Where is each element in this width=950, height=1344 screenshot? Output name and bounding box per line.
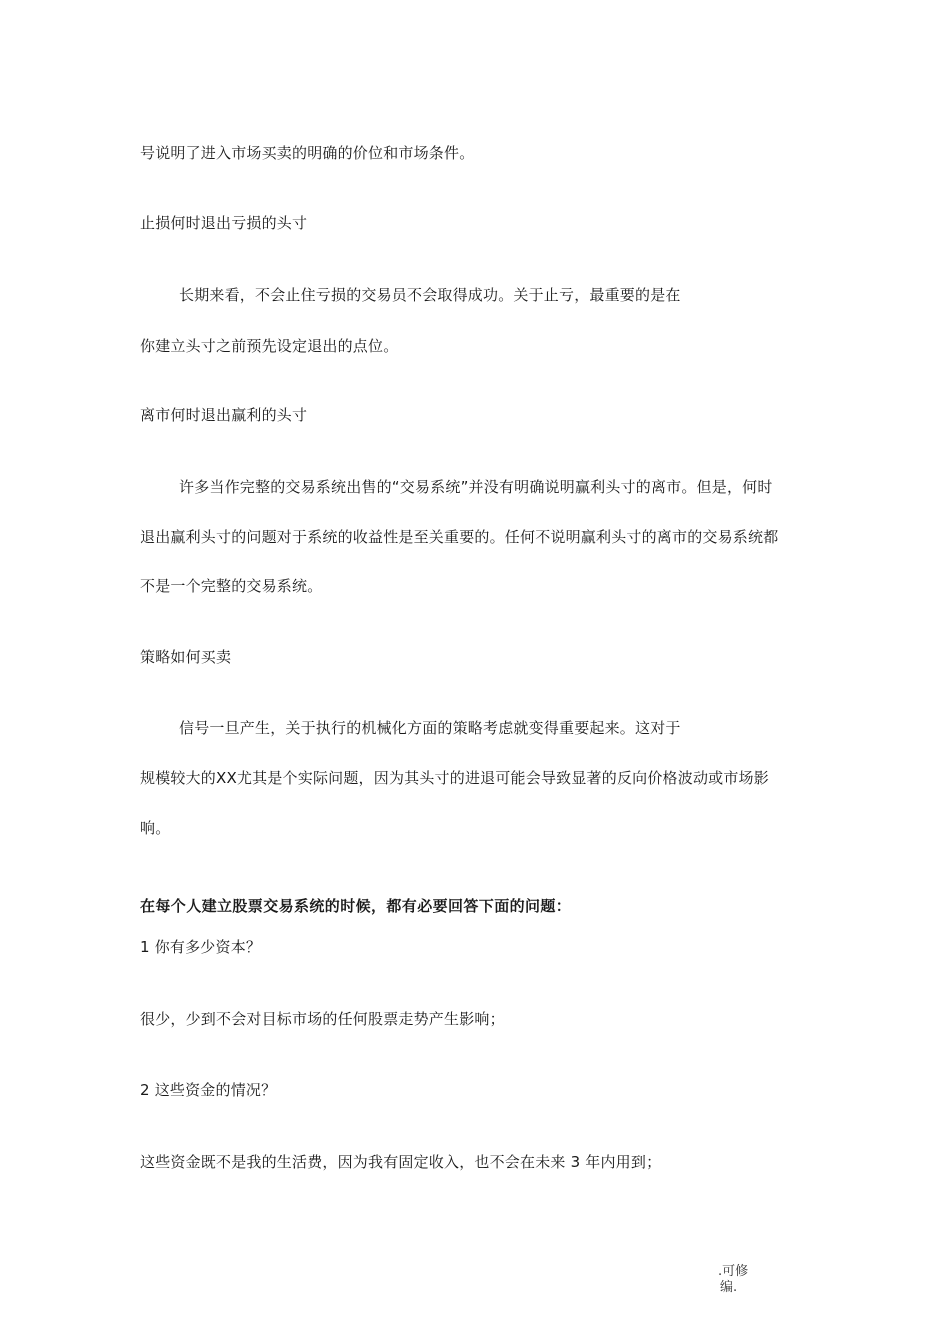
section-heading-stop-loss: 止损何时退出亏损的头寸 [140, 214, 308, 232]
footer-line-1: .可修 [718, 1264, 749, 1279]
question-1: 1 你有多少资本？ [140, 938, 262, 956]
answer-2: 这些资金既不是我的生活费，因为我有固定收入，也不会在未来 3 年内用到； [140, 1153, 662, 1171]
paragraph-line: 许多当作完整的交易系统出售的“交易系统”并没有明确说明赢利头寸的离市。但是，何时 [179, 478, 773, 496]
page-footer [718, 1264, 748, 1296]
paragraph-line: 规模较大的XX尤其是个实际问题，因为其头寸的进退可能会导致显著的反向价格波动或市场影 [140, 769, 769, 787]
answer-1: 很少，少到不会对目标市场的任何股票走势产生影响； [140, 1010, 505, 1028]
footer-line-2: 编. [720, 1280, 738, 1295]
paragraph-line: 退出赢利头寸的问题对于系统的收益性是至关重要的。任何不说明赢利头寸的离市的交易系统都 [140, 528, 779, 546]
section-heading-tactics: 策略如何买卖 [140, 648, 232, 666]
paragraph-line: 响。 [140, 819, 171, 837]
questions-intro: 在每个人建立股票交易系统的时候，都有必要回答下面的问题： [140, 897, 572, 915]
paragraph-line: 号说明了进入市场买卖的明确的价位和市场条件。 [140, 144, 475, 162]
question-2: 2 这些资金的情况？ [140, 1081, 277, 1099]
paragraph-line: 不是一个完整的交易系统。 [140, 577, 323, 595]
paragraph-line: 长期来看，不会止住亏损的交易员不会取得成功。关于止亏，最重要的是在 [179, 286, 681, 304]
section-heading-exit: 离市何时退出赢利的头寸 [140, 406, 308, 424]
paragraph-line: 信号一旦产生，关于执行的机械化方面的策略考虑就变得重要起来。这对于 [179, 719, 681, 737]
paragraph-line: 你建立头寸之前预先设定退出的点位。 [140, 337, 399, 355]
